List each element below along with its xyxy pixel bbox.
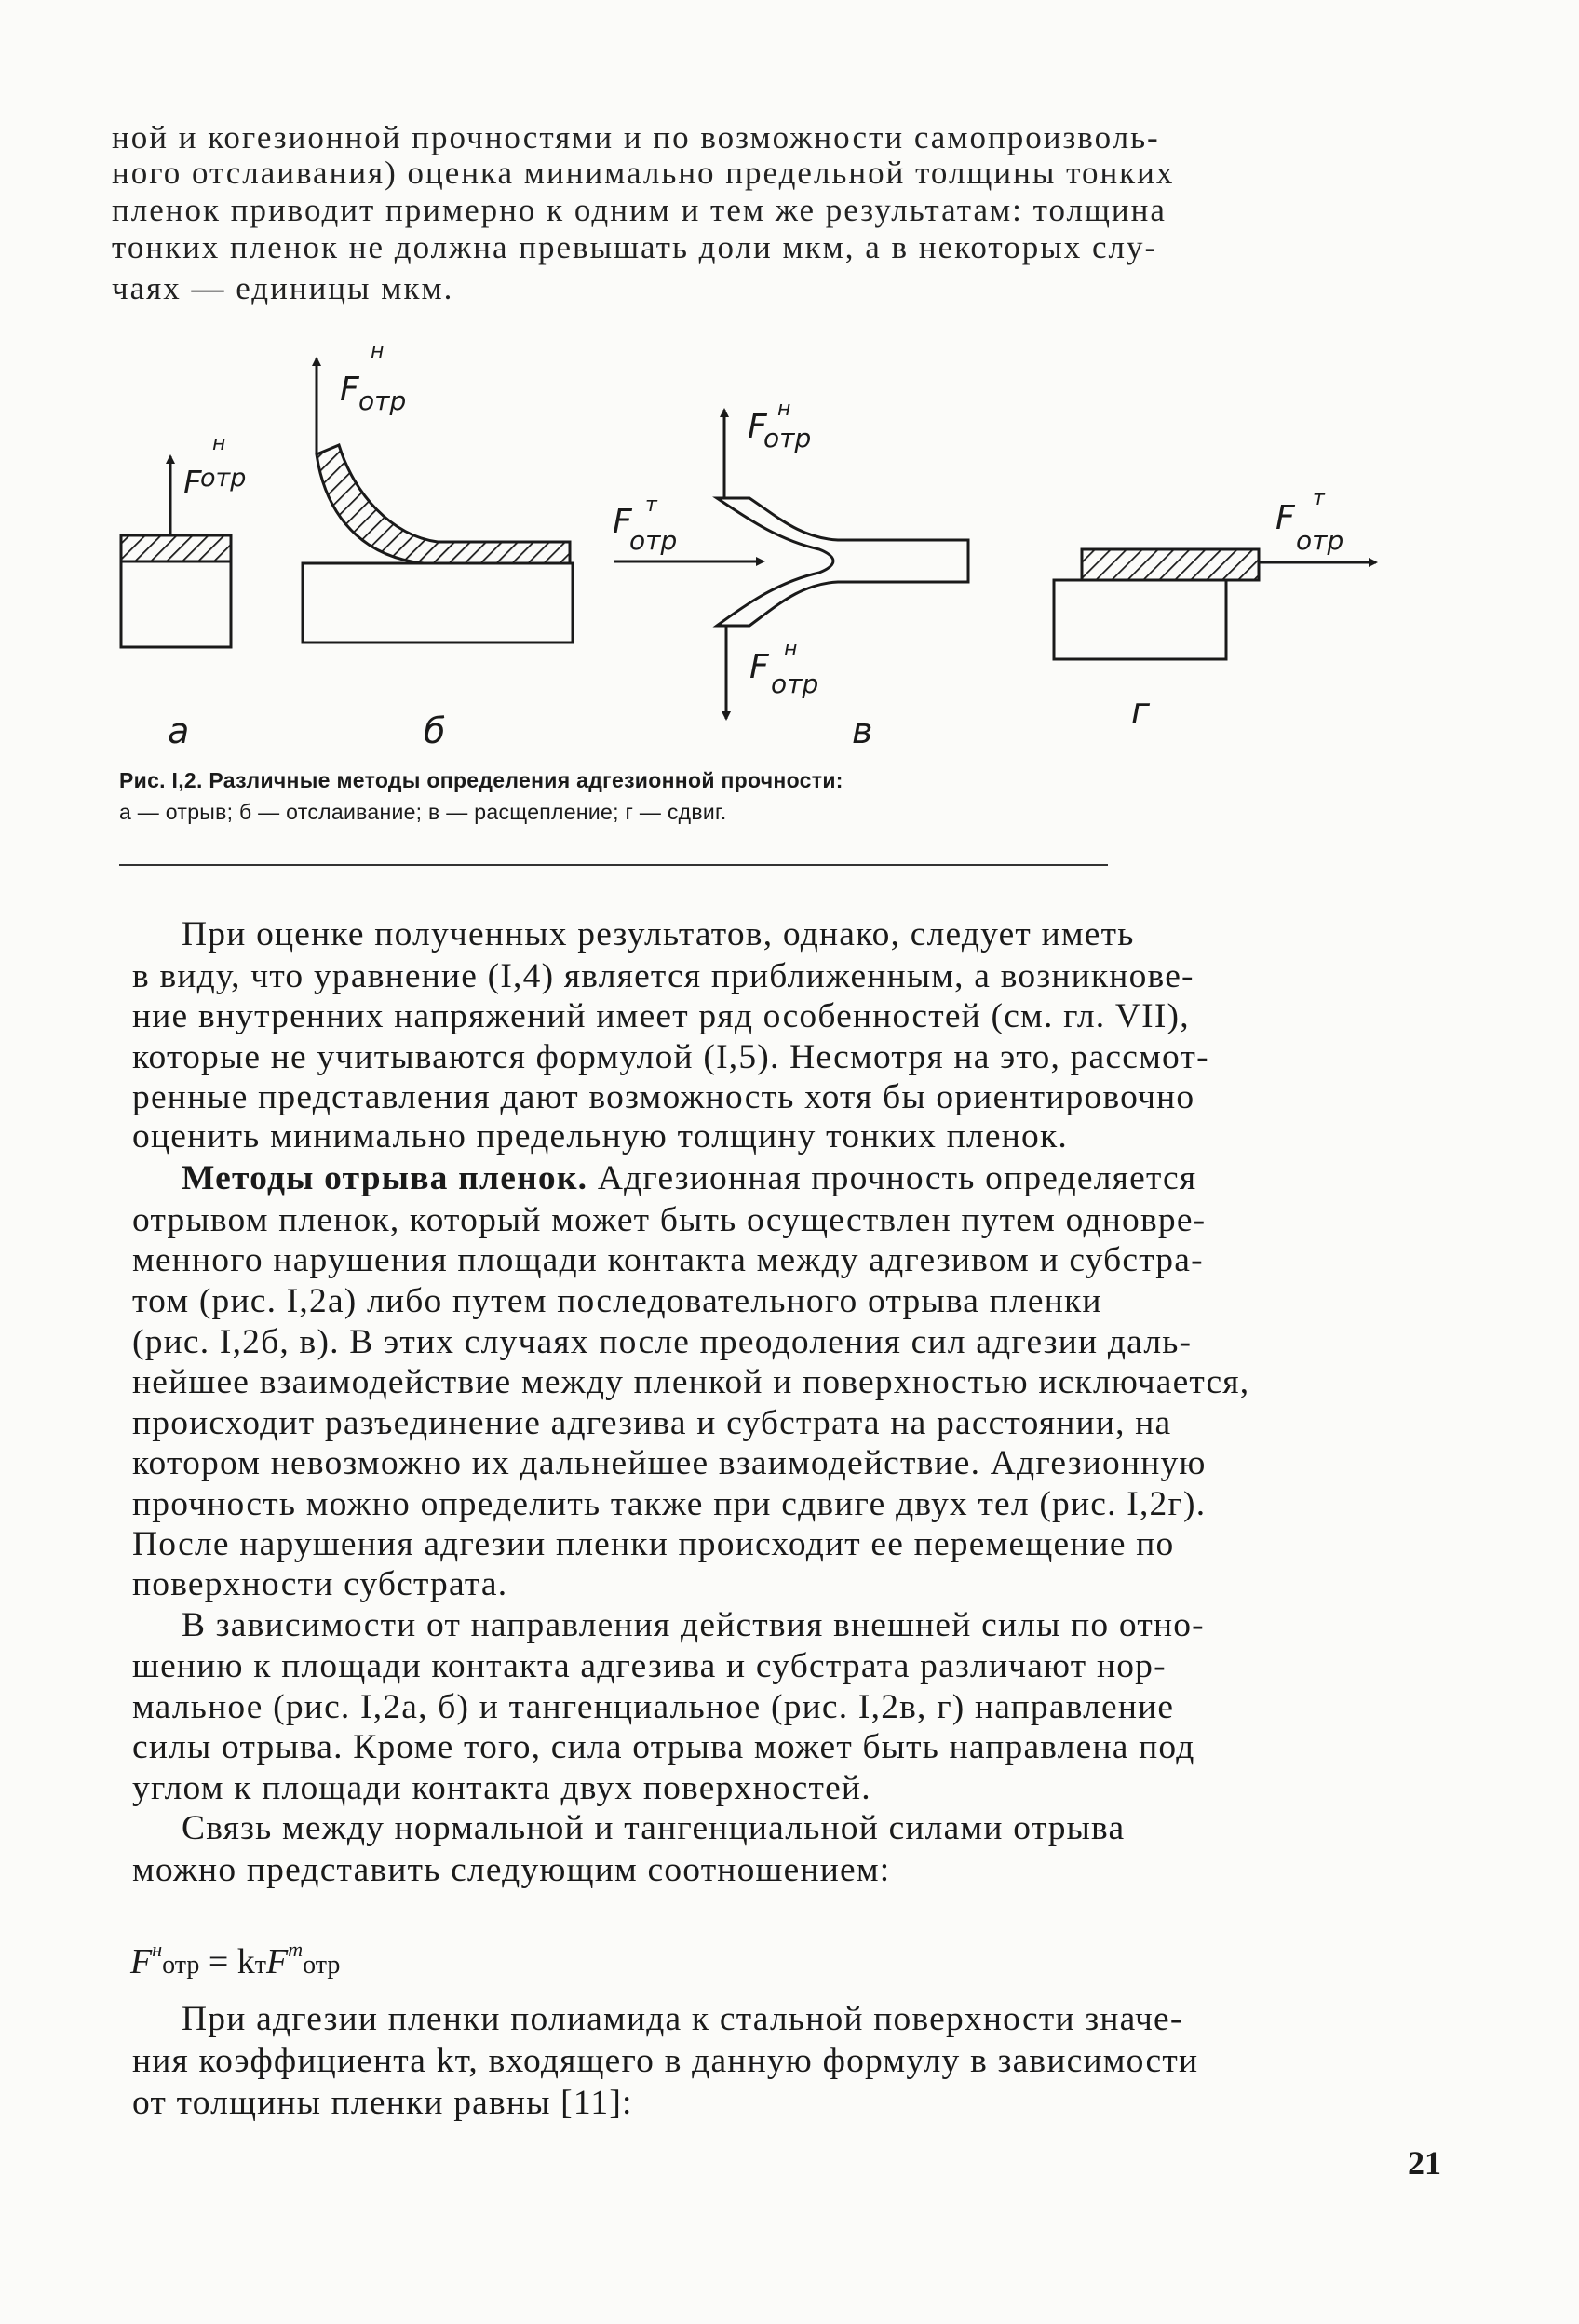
text-line: поверхности субстрата. bbox=[132, 1565, 508, 1603]
force-superscript: н bbox=[777, 398, 791, 421]
text-line: ние внутренних напряжений имеет ряд особенностей (см. гл. VII), bbox=[132, 997, 1190, 1035]
force-subscript: отр bbox=[200, 464, 247, 493]
text-line: нейшее взаимодействие между пленкой и поверхностью исключается, bbox=[132, 1363, 1250, 1401]
text-line: в виду, что уравнение (I,4) является приближенным, а возникнове- bbox=[132, 957, 1194, 995]
force-symbol: F bbox=[183, 465, 202, 502]
text-line: Методы отрыва пленок. Адгезионная прочность определяется bbox=[182, 1159, 1197, 1197]
force-symbol: F bbox=[340, 371, 359, 409]
force-subscript: отр bbox=[629, 525, 678, 556]
text-line: углом к площади контакта двух поверхностей. bbox=[132, 1769, 871, 1807]
text-line: оценить минимально предельную толщину тонких пленок. bbox=[132, 1117, 1068, 1155]
text-line: Связь между нормальной и тангенциальной силами отрыва bbox=[182, 1809, 1126, 1847]
text-line: котором невозможно их дальнейшее взаимодействие. Адгезионную bbox=[132, 1444, 1207, 1482]
text-line: (рис. I,2б, в). В этих случаях после преодоления сил адгезии даль- bbox=[132, 1323, 1193, 1361]
force-symbol: F bbox=[1275, 499, 1295, 537]
text-line: ренные представления дают возможность хотя бы ориентировочно bbox=[132, 1078, 1195, 1116]
figure-caption-title: Рис. I,2. Различные методы определения адгезионной прочности: bbox=[119, 768, 843, 792]
separator-rule bbox=[119, 864, 1108, 866]
force-symbol: F bbox=[613, 503, 632, 541]
text-line: шению к площади контакта адгезива и субстрата различают нор- bbox=[132, 1647, 1167, 1685]
panel-label: б bbox=[424, 710, 446, 751]
substrate-block bbox=[1054, 580, 1226, 659]
text-line: При адгезии пленки полиамида к стальной поверхности значе- bbox=[182, 2000, 1183, 2038]
text-line: При оценке полученных результатов, однако, следует иметь bbox=[182, 915, 1135, 953]
text-line: том (рис. I,2а) либо путем последовательного отрыва пленки bbox=[132, 1282, 1102, 1320]
text-line: прочность можно определить также при сдвиге двух тел (рис. I,2г). bbox=[132, 1485, 1207, 1523]
substrate-block bbox=[121, 561, 231, 647]
force-subscript: отр bbox=[1296, 525, 1344, 556]
force-symbol: F bbox=[748, 408, 767, 446]
panel-label: а bbox=[168, 710, 190, 751]
panel-c-diagram bbox=[613, 398, 968, 751]
force-superscript: н bbox=[371, 340, 385, 363]
text-line: можно представить следующим соотношением: bbox=[132, 1851, 891, 1889]
panel-label: в bbox=[852, 710, 873, 751]
text-line: После нарушения адгезии пленки происходит ее перемещение по bbox=[132, 1525, 1175, 1563]
force-subscript: отр bbox=[763, 423, 812, 453]
force-superscript: н bbox=[784, 638, 798, 661]
text-line: отрывом пленок, который может быть осуществлен путем одновре- bbox=[132, 1201, 1207, 1239]
text-line: тонких пленок не должна превышать доли мкм, а в некоторых слу- bbox=[112, 229, 1158, 265]
section-heading: Методы отрыва пленок. bbox=[182, 1159, 588, 1197]
force-superscript: т bbox=[1313, 487, 1325, 510]
force-subscript: отр bbox=[771, 669, 819, 699]
figure-caption-legend: а — отрыв; б — отслаивание; в — расщепление; г — сдвиг. bbox=[119, 800, 727, 824]
text-line: силы отрыва. Кроме того, сила отрыва может быть направлена под bbox=[132, 1728, 1195, 1766]
film-layer bbox=[1082, 549, 1259, 580]
text-line: менного нарушения площади контакта между адгезивом и субстра- bbox=[132, 1241, 1204, 1279]
substrate-block bbox=[303, 563, 573, 642]
force-symbol: F bbox=[749, 648, 769, 686]
text-line: которые не учитываются формулой (I,5). Несмотря на это, рассмот- bbox=[132, 1038, 1209, 1076]
text-line: В зависимости от направления действия внешней силы по отно- bbox=[182, 1606, 1205, 1644]
text-line: от толщины пленки равны [11]: bbox=[132, 2084, 633, 2122]
text-line: ной и когезионной прочностями и по возможности самопроизволь- bbox=[112, 119, 1160, 155]
text-line: пленок приводит примерно к одним и тем же результатам: толщина bbox=[112, 192, 1167, 228]
text-line: мальное (рис. I,2а, б) и тангенциальное (рис. I,2в, г) направление bbox=[132, 1688, 1175, 1726]
text-line: ния коэффициента kт, входящего в данную формулу в зависимости bbox=[132, 2042, 1199, 2080]
text-line: происходит разъединение адгезива и субстрата на расстоянии, на bbox=[132, 1404, 1172, 1442]
adhesion-methods-figure bbox=[0, 0, 1579, 894]
page-number: 21 bbox=[1408, 2144, 1441, 2182]
panel-label: г bbox=[1131, 690, 1150, 731]
force-superscript: т bbox=[645, 493, 657, 517]
formula: $F^нотр = kтF^тотр$ bbox=[130, 1938, 341, 1981]
force-superscript: н bbox=[212, 432, 226, 455]
panel-b-diagram bbox=[303, 340, 573, 751]
film-layer bbox=[121, 535, 231, 561]
peeling-film bbox=[317, 445, 570, 563]
panel-a-diagram bbox=[121, 432, 246, 751]
panel-d-diagram bbox=[1054, 487, 1376, 731]
text-line: чаях — единицы мкм. bbox=[112, 270, 454, 306]
force-subscript: отр bbox=[358, 385, 407, 416]
text-line: ного отслаивания) оценка минимально предельной толщины тонких bbox=[112, 155, 1175, 191]
